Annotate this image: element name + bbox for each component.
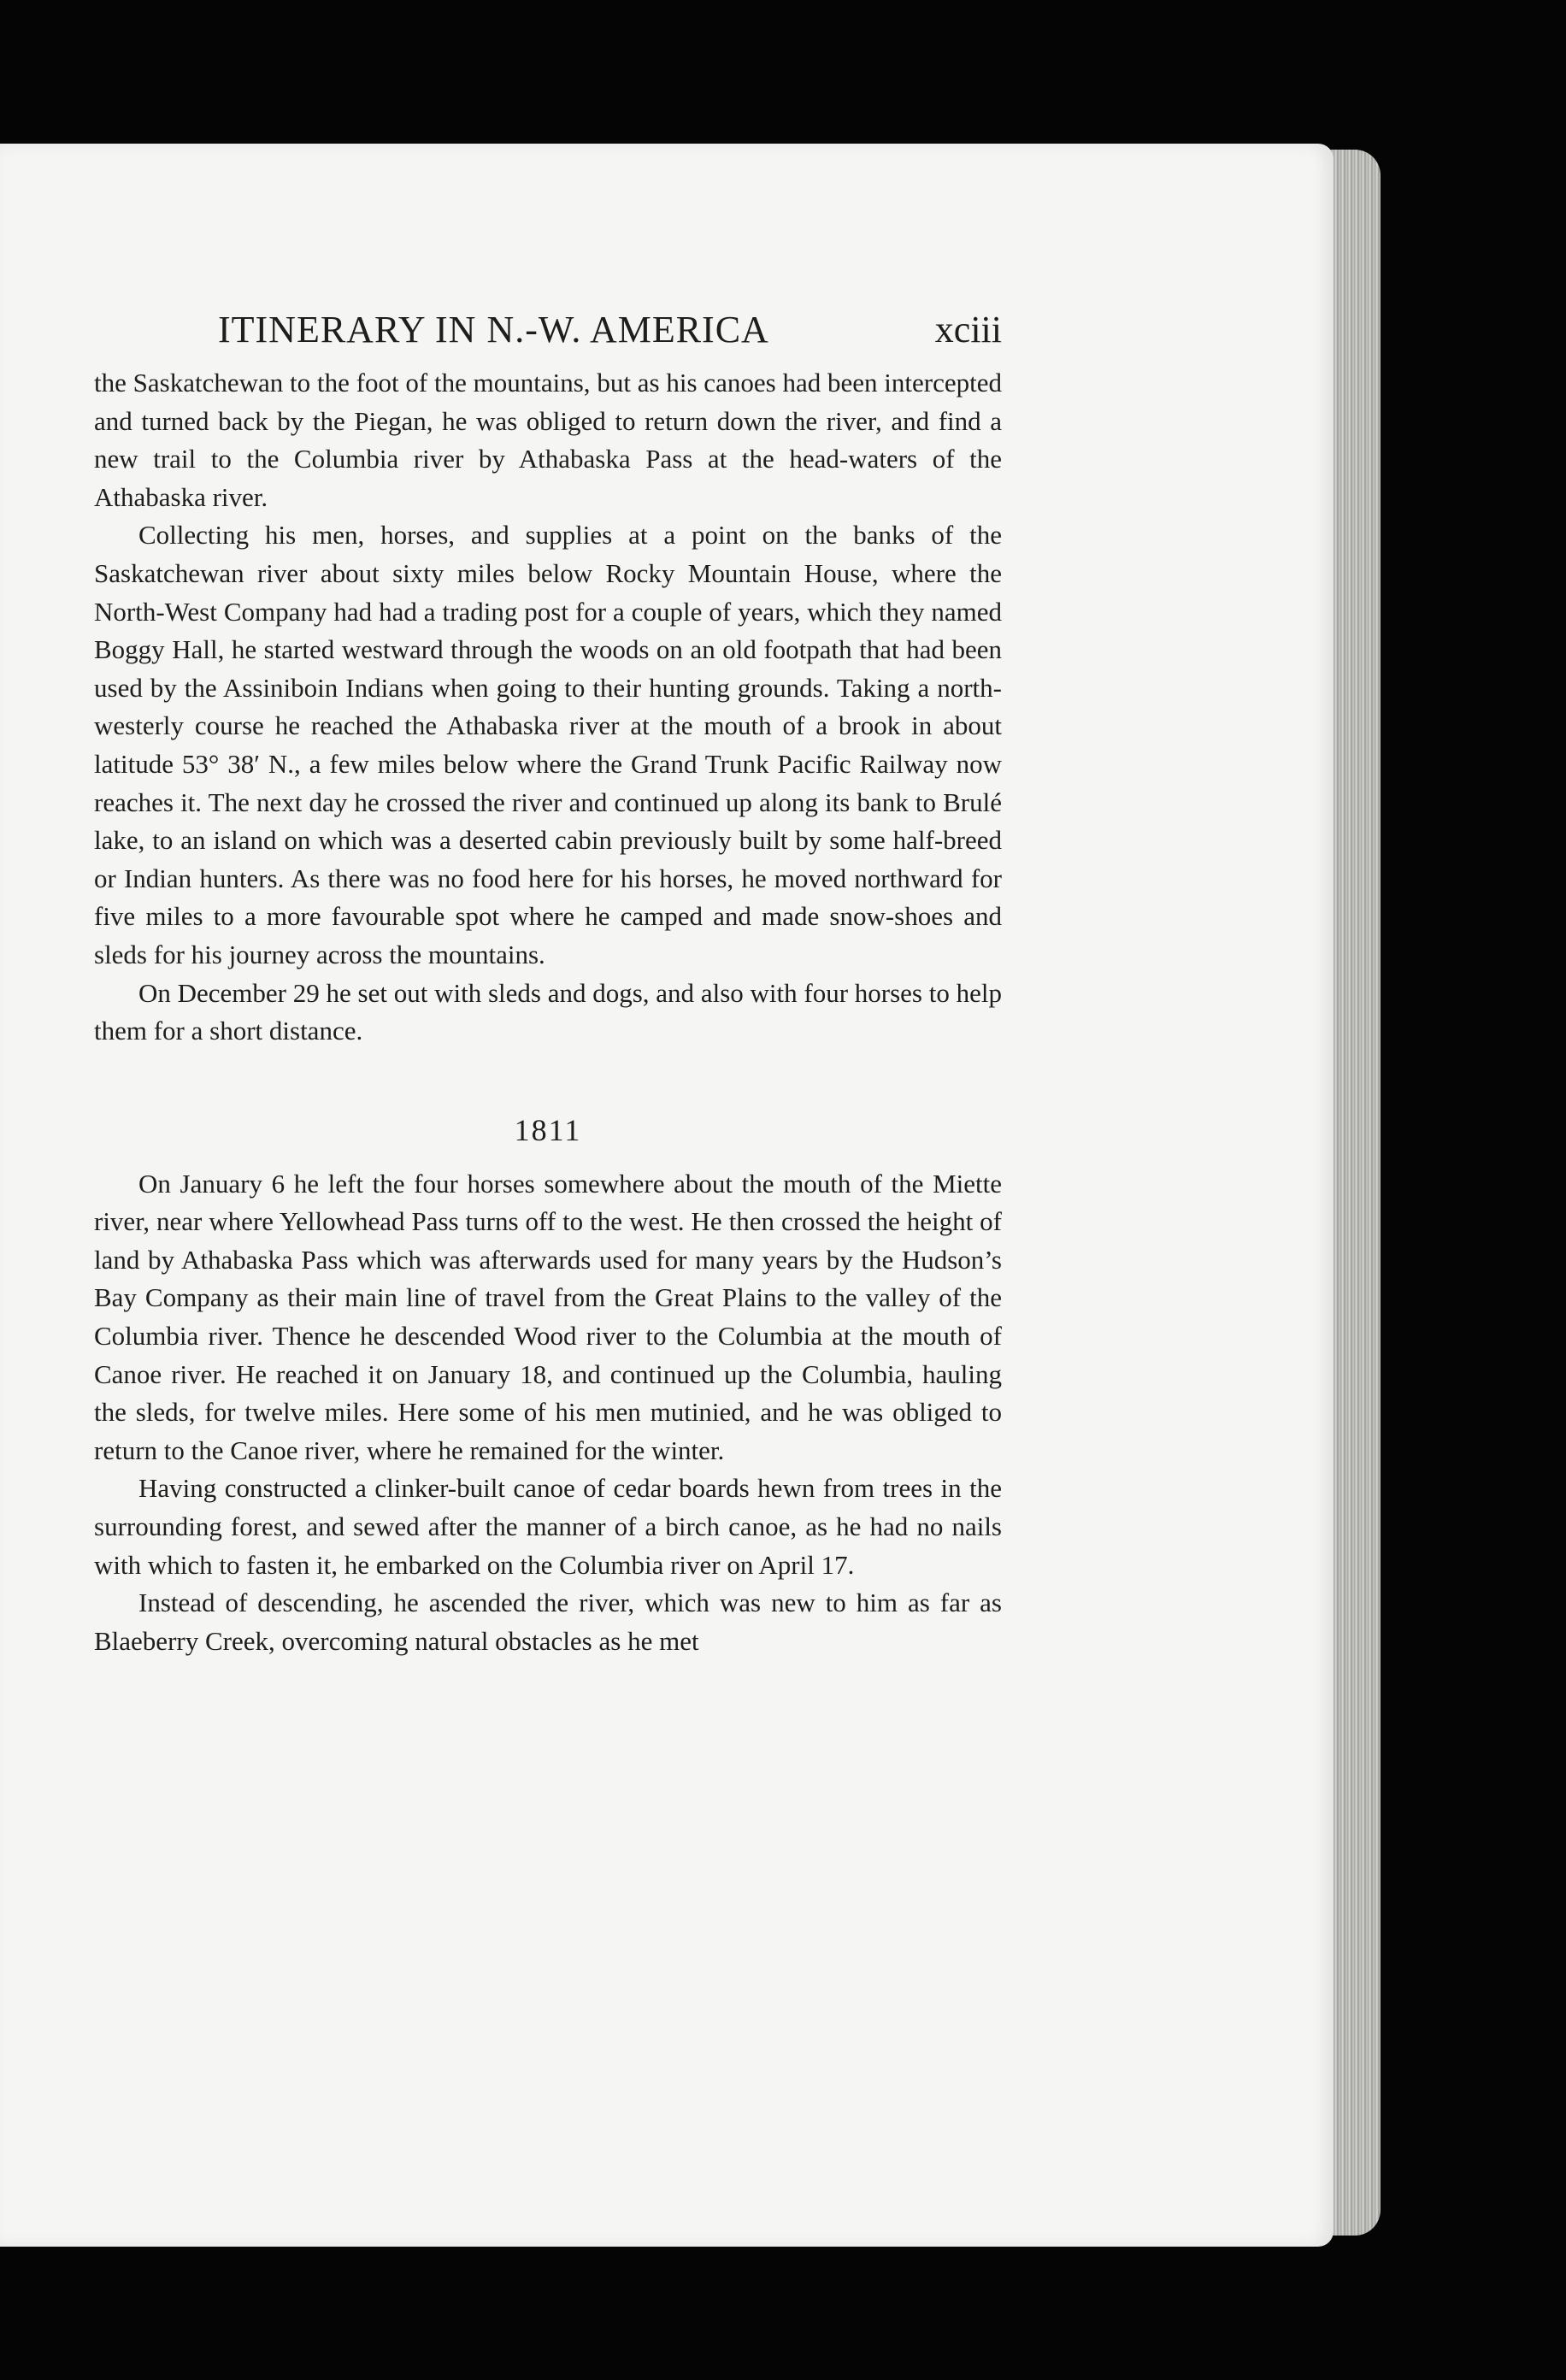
paragraph: On January 6 he left the four horses somewhere about the mouth of the Miette river, near where Yellowhead Pass turns off to the west. He then crossed the height of land by Athabaska Pass which was afterwards used for many years by the Hudson’s Bay Company as their main line of travel from the Great Plains to the valley of the Columbia river. Thence he descended Wood river to the Columbia at the mouth of Canoe river. He reached it on January 18, and continued up the Columbia, hauling the sleds, for twelve miles. Here some of his men mutinied, and he was obliged to return to the Canoe river, where he remained for the winter. <box>94 1168 1002 1465</box>
paragraph: the Saskatchewan to the foot of the mountains, but as his canoes had been intercepted and turned back by the Piegan, he was obliged to return down the river, and find a new trail to the Columbia river by Athabaska Pass at the head-waters of the Athabaska river. <box>94 368 1002 512</box>
running-title: ITINERARY IN N.-W. AMERICA <box>218 309 769 351</box>
running-head <box>94 308 1002 356</box>
paragraph: Having constructed a clinker-built canoe of cedar boards hewn from trees in the surrounding forest, and sewed after the manner of a birch canoe, as he had no nails with which to fasten it, he embarked on the Columbia river on April 17. <box>94 1473 1002 1580</box>
page-number: xciii <box>934 309 1002 351</box>
page-text-block <box>94 308 1002 1660</box>
paragraph: Collecting his men, horses, and supplies at a point on the banks of the Saskatchewan river about sixty miles below Rocky Mountain House, where the North-West Company had had a trading post for a couple of years, which they named Boggy Hall, he started westward through the woods on an old footpath that had been used by the Assiniboin Indians when going to their hunting grounds. Taking a north-westerly course he reached the Athabaska river at the mouth of a brook in about latitude 53° 38′ N., a few miles below where the Grand Trunk Pacific Railway now reaches it. The next day he crossed the river and continued up along its bank to Brulé lake, to an island on which was a deserted cabin previously built by some half-breed or Indian hunters. As there was no food here for his horses, he moved northward for five miles to a more favourable spot where he camped and made snow-shoes and sleds for his journey across the mountains. <box>94 520 1002 969</box>
year-heading: 1811 <box>514 1112 582 1147</box>
paragraph: On December 29 he set out with sleds and dogs, and also with four horses to help them for a short distance. <box>94 977 1002 1046</box>
paragraph: Instead of descending, he ascended the river, which was new to him as far as Blaeberry Creek, overcoming natural obstacles as he met <box>94 1588 1002 1656</box>
